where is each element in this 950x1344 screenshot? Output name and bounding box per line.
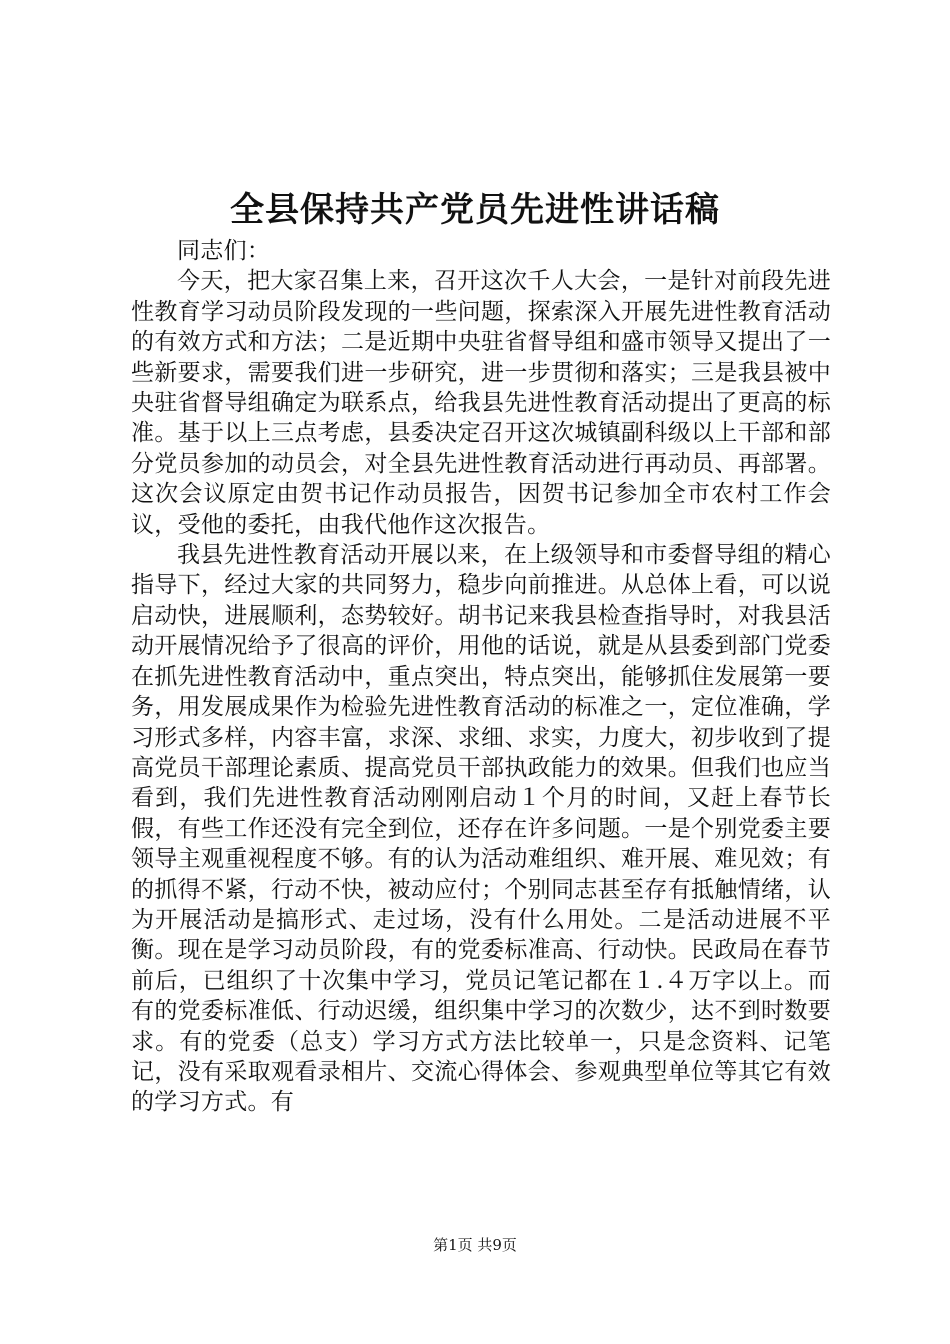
salutation: 同志们： xyxy=(177,238,271,264)
document-title: 全县保持共产党员先进性讲话稿 xyxy=(230,190,720,230)
document-body xyxy=(131,236,831,1118)
paragraph-2: 我县先进性教育活动开展以来，在上级领导和市委督导组的精心指导下，经过大家的共同努力，稳步向前推进。从总体上看，可以说启动快，进展顺利，态势较好。胡书记来我县检查指导时，对我县活动开展情况给予了很高的评价，用他的话说，就是从县委到部门党委在抓先进性教育活动中，重点突出，特点突出，能够抓住发展第一要务，用发展成果作为检验先进性教育活动的标准之一，定位准确，学习形式多样，内容丰富，求深、求细、求实，力度大，初步收到了提高党员干部理论素质、提高党员干部执政能力的效果。但我们也应当看到，我们先进性教育活动刚刚启动１个月的时间，又赶上春节长假，有些工作还没有完全到位，还存在许多问题。一是个别党委主要领导主观重视程度不够。有的认为活动难组织、难开展、难见效；有的抓得不紧，行动不快，被动应付；个别同志甚至存有抵触情绪，认为开展活动是搞形式、走过场，没有什么用处。二是活动进展不平衡。现在是学习动员阶段，有的党委标准高、行动快。民政局在春节前后，已组织了十次集中学习，党员记笔记都在１.４万字以上。而有的党委标准低、行动迟缓，组织集中学习的次数少，达不到时数要求。有的党委（总支）学习方式方法比较单一，只是念资料、记笔记，没有采取观看录相片、交流心得体会、参观典型单位等其它有效的学习方式。有 xyxy=(131,542,831,1116)
page-number-footer: 第1页 共9页 xyxy=(433,1236,517,1254)
paragraph-1: 今天，把大家召集上来，召开这次千人大会，一是针对前段先进性教育学习动员阶段发现的一些问题，探索深入开展先进性教育活动的有效方式和方法；二是近期中央驻省督导组和盛市领导又提出了一些新要求，需要我们进一步研究，进一步贯彻和落实；三是我县被中央驻省督导组确定为联系点，给我县先进性教育活动提出了更高的标准。基于以上三点考虑，县委决定召开这次城镇副科级以上干部和部分党员参加的动员会，对全县先进性教育活动进行再动员、再部署。这次会议原定由贺书记作动员报告，因贺书记参加全市农村工作会议，受他的委托，由我代他作这次报告。 xyxy=(131,268,831,538)
